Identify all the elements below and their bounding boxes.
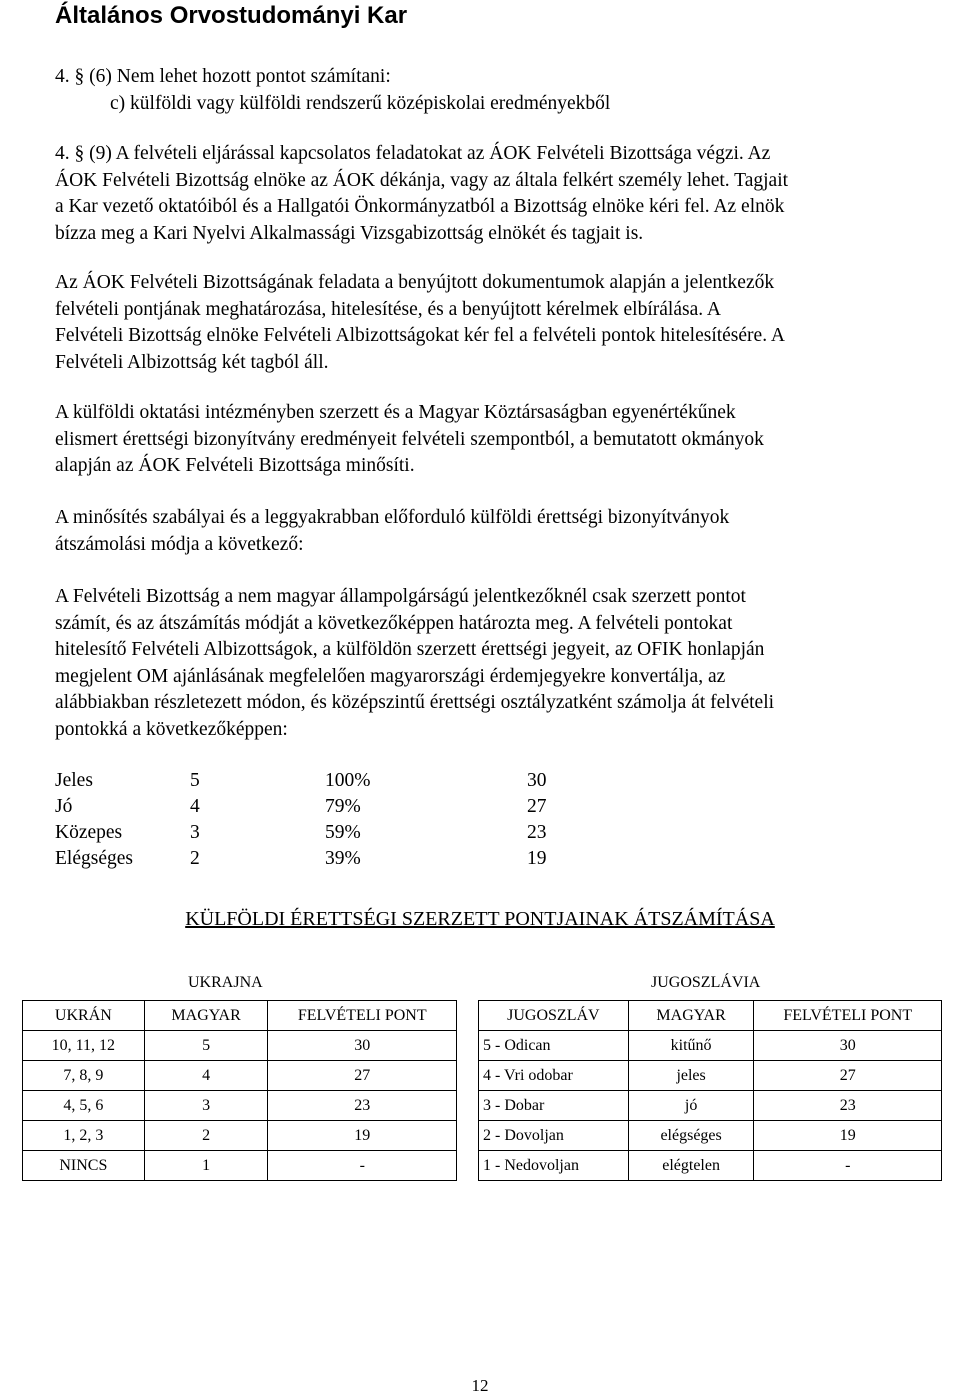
- table-row: [23, 1061, 457, 1091]
- ukrajna-caption: UKRAJNA: [188, 974, 263, 991]
- paragraph-line: hitelesítő Felvételi Albizottságok, a külföldön szerzett érettségi jegyeit, az OFIK honlapján: [55, 639, 765, 660]
- table-cell: elégtelen: [628, 1151, 754, 1181]
- jugoszlavia-caption: JUGOSZLÁVIA: [651, 974, 761, 991]
- table-cell: 19: [268, 1121, 457, 1151]
- table-header-row: [479, 1001, 942, 1031]
- table-cell: 5 - Odican: [479, 1031, 629, 1061]
- table-cell: 1: [144, 1151, 268, 1181]
- table-row: [479, 1151, 942, 1181]
- table-row: [479, 1061, 942, 1091]
- paragraph-line: A minősítés szabályai és a leggyakrabban előforduló külföldi érettségi bizonyítványok: [55, 507, 730, 528]
- table-cell: 4, 5, 6: [23, 1091, 145, 1121]
- column-header: MAGYAR: [144, 1001, 268, 1031]
- paragraph-line: 4. § (9) A felvételi eljárással kapcsolatos feladatokat az ÁOK Felvételi Bizottsága végzi. Az: [55, 143, 771, 164]
- table-row: [23, 1121, 457, 1151]
- table-cell: elégséges: [628, 1121, 754, 1151]
- table-cell: 3: [144, 1091, 268, 1121]
- table-cell: 1 - Nedovoljan: [479, 1151, 629, 1181]
- page-title: Általános Orvostudományi Kar: [55, 2, 408, 29]
- grade-row: [55, 846, 615, 872]
- column-header: JUGOSZLÁV: [479, 1001, 629, 1031]
- grade-percent: 79%: [325, 796, 361, 817]
- section-4-6: [55, 64, 610, 117]
- column-header: MAGYAR: [628, 1001, 754, 1031]
- table-row: [23, 1151, 457, 1181]
- paragraph-line: A külföldi oktatási intézményben szerzett és a Magyar Köztársaságban egyenértékűnek: [55, 402, 736, 423]
- paragraph-line: alapján az ÁOK Felvételi Bizottsága minősíti.: [55, 455, 415, 476]
- committee-task-paragraph: [55, 270, 917, 376]
- grade-number: 3: [190, 822, 200, 843]
- grade-conversion-list: [55, 768, 615, 872]
- foreign-certificate-paragraph: [55, 400, 917, 480]
- grade-percent: 59%: [325, 822, 361, 843]
- paragraph-line: bízza meg a Kari Nyelvi Alkalmassági Vizsgabizottság elnökét és tagjait is.: [55, 222, 644, 244]
- table-cell: 19: [754, 1121, 942, 1151]
- grade-points: 23: [527, 822, 547, 843]
- grade-name: Közepes: [55, 822, 123, 843]
- paragraph-line: Felvételi Albizottság két tagból áll.: [55, 351, 329, 373]
- paragraph-line: ÁOK Felvételi Bizottság elnöke az ÁOK dékánja, vagy az általa felkért személy lehet. Tagjait: [55, 169, 789, 191]
- table-cell: jeles: [628, 1061, 754, 1091]
- paragraph-line: számít, és az átszámítás módját a következőképpen határozta meg. A felvételi pontokat: [55, 612, 733, 634]
- section-4-9-paragraph: [55, 141, 917, 247]
- paragraph-line: elismert érettségi bizonyítvány eredményeit felvételi szempontból, a bemutatott okmányok: [55, 428, 764, 450]
- table-cell: kitűnő: [628, 1031, 754, 1061]
- grade-row: [55, 794, 615, 820]
- section-4-6-line: 4. § (6) Nem lehet hozott pontot számítani:: [55, 66, 391, 87]
- grade-name: Jeles: [55, 770, 93, 791]
- table-header-row: [23, 1001, 457, 1031]
- table-cell: 10, 11, 12: [23, 1031, 145, 1061]
- table-cell: -: [268, 1151, 457, 1181]
- table-cell: 3 - Dobar: [479, 1091, 629, 1121]
- table-cell: 27: [268, 1061, 457, 1091]
- paragraph-line: megjelent OM ajánlásának megfelelően magyarországi érdemjegyekre konvertálja, az: [55, 665, 726, 687]
- table-row: [479, 1031, 942, 1061]
- grade-row: [55, 768, 615, 794]
- section-4-6-line: c) külföldi vagy külföldi rendszerű középiskolai eredményekből: [110, 92, 611, 114]
- table-cell: 30: [754, 1031, 942, 1061]
- grade-points: 27: [527, 796, 547, 817]
- table-cell: 23: [268, 1091, 457, 1121]
- rules-paragraph: [55, 505, 917, 558]
- table-cell: 30: [268, 1031, 457, 1061]
- grade-points: 30: [527, 770, 547, 791]
- paragraph-line: Az ÁOK Felvételi Bizottságának feladata a benyújtott dokumentumok alapján a jelentkezők: [55, 272, 775, 293]
- grade-name: Elégséges: [55, 848, 133, 869]
- paragraph-line: pontokká a következőképpen:: [55, 718, 288, 740]
- table-cell: 23: [754, 1091, 942, 1121]
- grade-percent: 100%: [325, 770, 371, 791]
- conversion-paragraph: [55, 584, 917, 743]
- column-header: FELVÉTELI PONT: [268, 1001, 457, 1031]
- grade-number: 2: [190, 848, 200, 869]
- table-cell: 1, 2, 3: [23, 1121, 145, 1151]
- paragraph-line: átszámolási módja a következő:: [55, 533, 304, 555]
- paragraph-line: A Felvételi Bizottság a nem magyar állampolgárságú jelentkezőknél csak szerzett pontot: [55, 586, 746, 607]
- paragraph-line: Felvételi Bizottság elnöke Felvételi Albizottságokat kér fel a felvételi pontok hitelesítésére. A: [55, 325, 785, 346]
- table-cell: 2 - Dovoljan: [479, 1121, 629, 1151]
- table-cell: 5: [144, 1031, 268, 1061]
- grade-row: [55, 820, 615, 846]
- paragraph-line: felvételi pontjának meghatározása, hitelesítése, és a benyújtott kérelmek elbírálása. A: [55, 298, 721, 320]
- grade-name: Jó: [55, 796, 73, 817]
- table-row: [23, 1031, 457, 1061]
- table-cell: jó: [628, 1091, 754, 1121]
- grade-number: 4: [190, 796, 200, 817]
- paragraph-line: a Kar vezető oktatóiból és a Hallgatói Önkormányzatból a Bizottság elnöke kéri fel. Az elnök: [55, 196, 785, 217]
- conversion-table-title: KÜLFÖLDI ÉRETTSÉGI SZERZETT PONTJAINAK ÁTSZÁMÍTÁSA: [185, 908, 775, 930]
- page-number: 12: [471, 1376, 489, 1395]
- table-cell: 7, 8, 9: [23, 1061, 145, 1091]
- grade-points: 19: [527, 848, 547, 869]
- table-cell: 2: [144, 1121, 268, 1151]
- ukrajna-table: [22, 1000, 457, 1181]
- table-row: [479, 1121, 942, 1151]
- column-header: UKRÁN: [23, 1001, 145, 1031]
- table-cell: 4 - Vri odobar: [479, 1061, 629, 1091]
- jugoszlavia-table: [478, 1000, 942, 1181]
- paragraph-line: alábbiakban részletezett módon, és középszintű érettségi osztályzatként számolja át felvételi: [55, 692, 775, 713]
- table-cell: 27: [754, 1061, 942, 1091]
- grade-percent: 39%: [325, 848, 361, 869]
- grade-number: 5: [190, 770, 200, 791]
- table-cell: 4: [144, 1061, 268, 1091]
- table-cell: NINCS: [23, 1151, 145, 1181]
- table-row: [23, 1091, 457, 1121]
- table-cell: -: [754, 1151, 942, 1181]
- column-header: FELVÉTELI PONT: [754, 1001, 942, 1031]
- table-row: [479, 1091, 942, 1121]
